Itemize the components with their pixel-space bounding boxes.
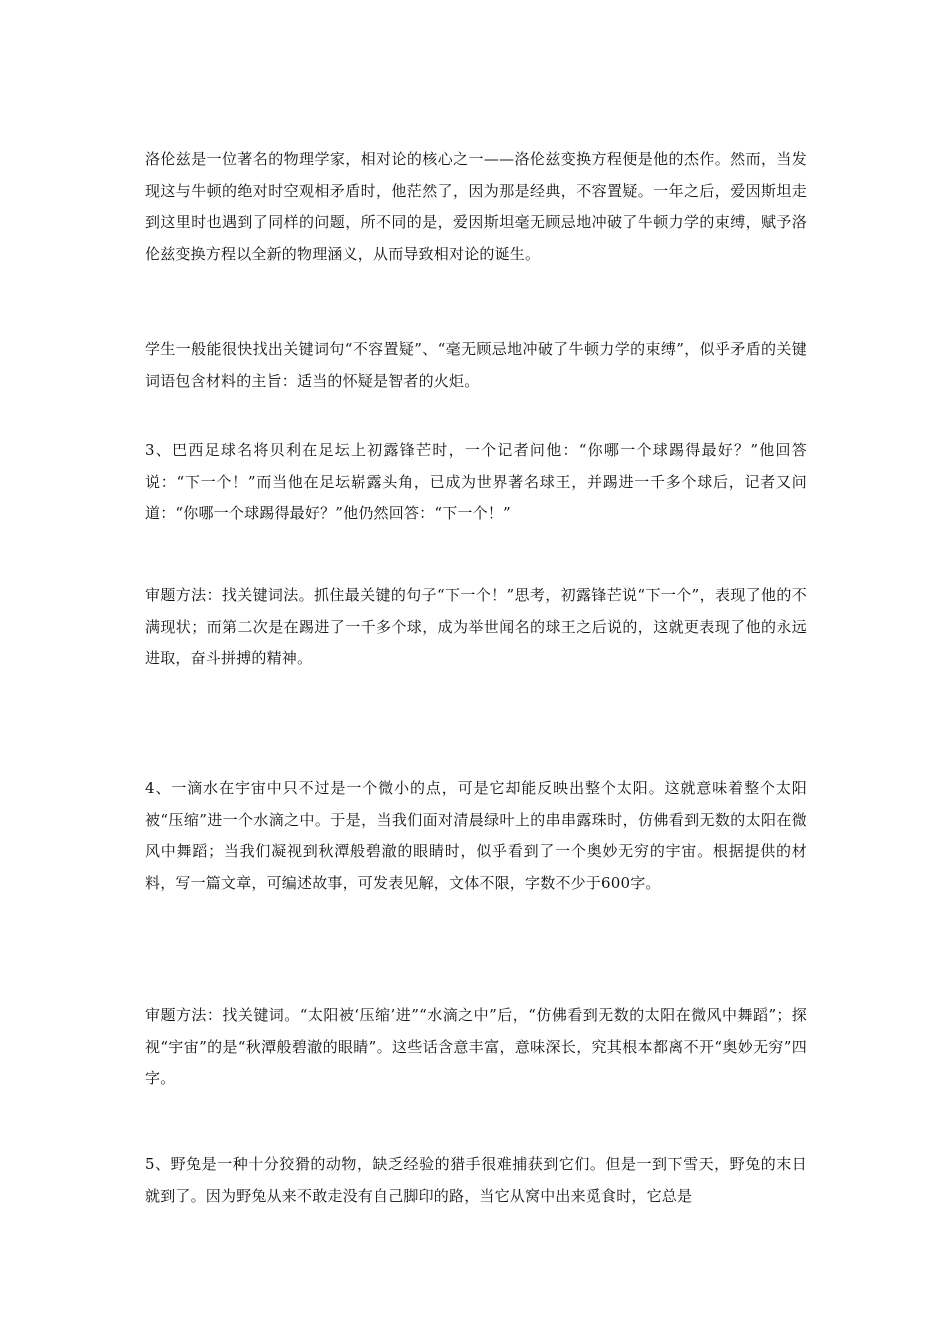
paragraph-water-drop-method: 审题方法：找关键词。“太阳被‘压缩’进”“水滴之中”后，“仿佛看到无数的太阳在微风中舞蹈”；探视“宇宙”的是“秋潭般碧澈的眼睛”。这些话含意丰富，意味深长，究其根本都离不开“奥妙无穷”四字。 [145, 1006, 807, 1087]
paragraph-pele-question: 3、巴西足球名将贝利在足坛上初露锋芒时，一个记者问他：“你哪一个球踢得最好？”他回答说：“下一个！”而当他在足坛崭露头角，已成为世界著名球王，并踢进一千多个球后，记者又问道：“你哪一个球踢得最好？”他仍然回答：“下一个！” [145, 441, 807, 522]
paragraph-pele-method: 审题方法：找关键词法。抓住最关键的句子“下一个！”思考，初露锋芒说“下一个”，表现了他的不满现状；而第二次是在踢进了一千多个球，成为举世闻名的球王之后说的，这就更表现了他的永远进取，奋斗拼搏的精神。 [145, 586, 807, 667]
paragraph-water-drop: 4、一滴水在宇宙中只不过是一个微小的点，可是它却能反映出整个太阳。这就意味着整个太阳被“压缩”进一个水滴之中。于是，当我们面对清晨绿叶上的串串露珠时，仿佛看到无数的太阳在微风中舞蹈；当我们凝视到秋潭般碧澈的眼睛时，似乎看到了一个奥妙无穷的宇宙。根据提供的材料，写一篇文章，可编述故事，可发表见解，文体不限，字数不少于600字。 [145, 779, 807, 892]
paragraph-key-phrases: 学生一般能很快找出关键词句“不容置疑”、“毫无顾忌地冲破了牛顿力学的束缚”，似乎矛盾的关键词语包含材料的主旨：适当的怀疑是智者的火炬。 [145, 340, 807, 390]
paragraph-lorentz: 洛伦兹是一位著名的物理学家，相对论的核心之一——洛伦兹变换方程便是他的杰作。然而，当发现这与牛顿的绝对时空观相矛盾时，他茫然了，因为那是经典，不容置疑。一年之后，爱因斯坦走到这里时也遇到了同样的问题，所不同的是，爱因斯坦毫无顾忌地冲破了牛顿力学的束缚，赋予洛伦兹变换方程以全新的物理涵义，从而导致相对论的诞生。 [145, 150, 807, 263]
paragraph-hare: 5、野兔是一种十分狡猾的动物，缺乏经验的猎手很难捕获到它们。但是一到下雪天，野兔的末日就到了。因为野兔从来不敢走没有自己脚印的路，当它从窝中出来觅食时，它总是 [145, 1155, 807, 1205]
